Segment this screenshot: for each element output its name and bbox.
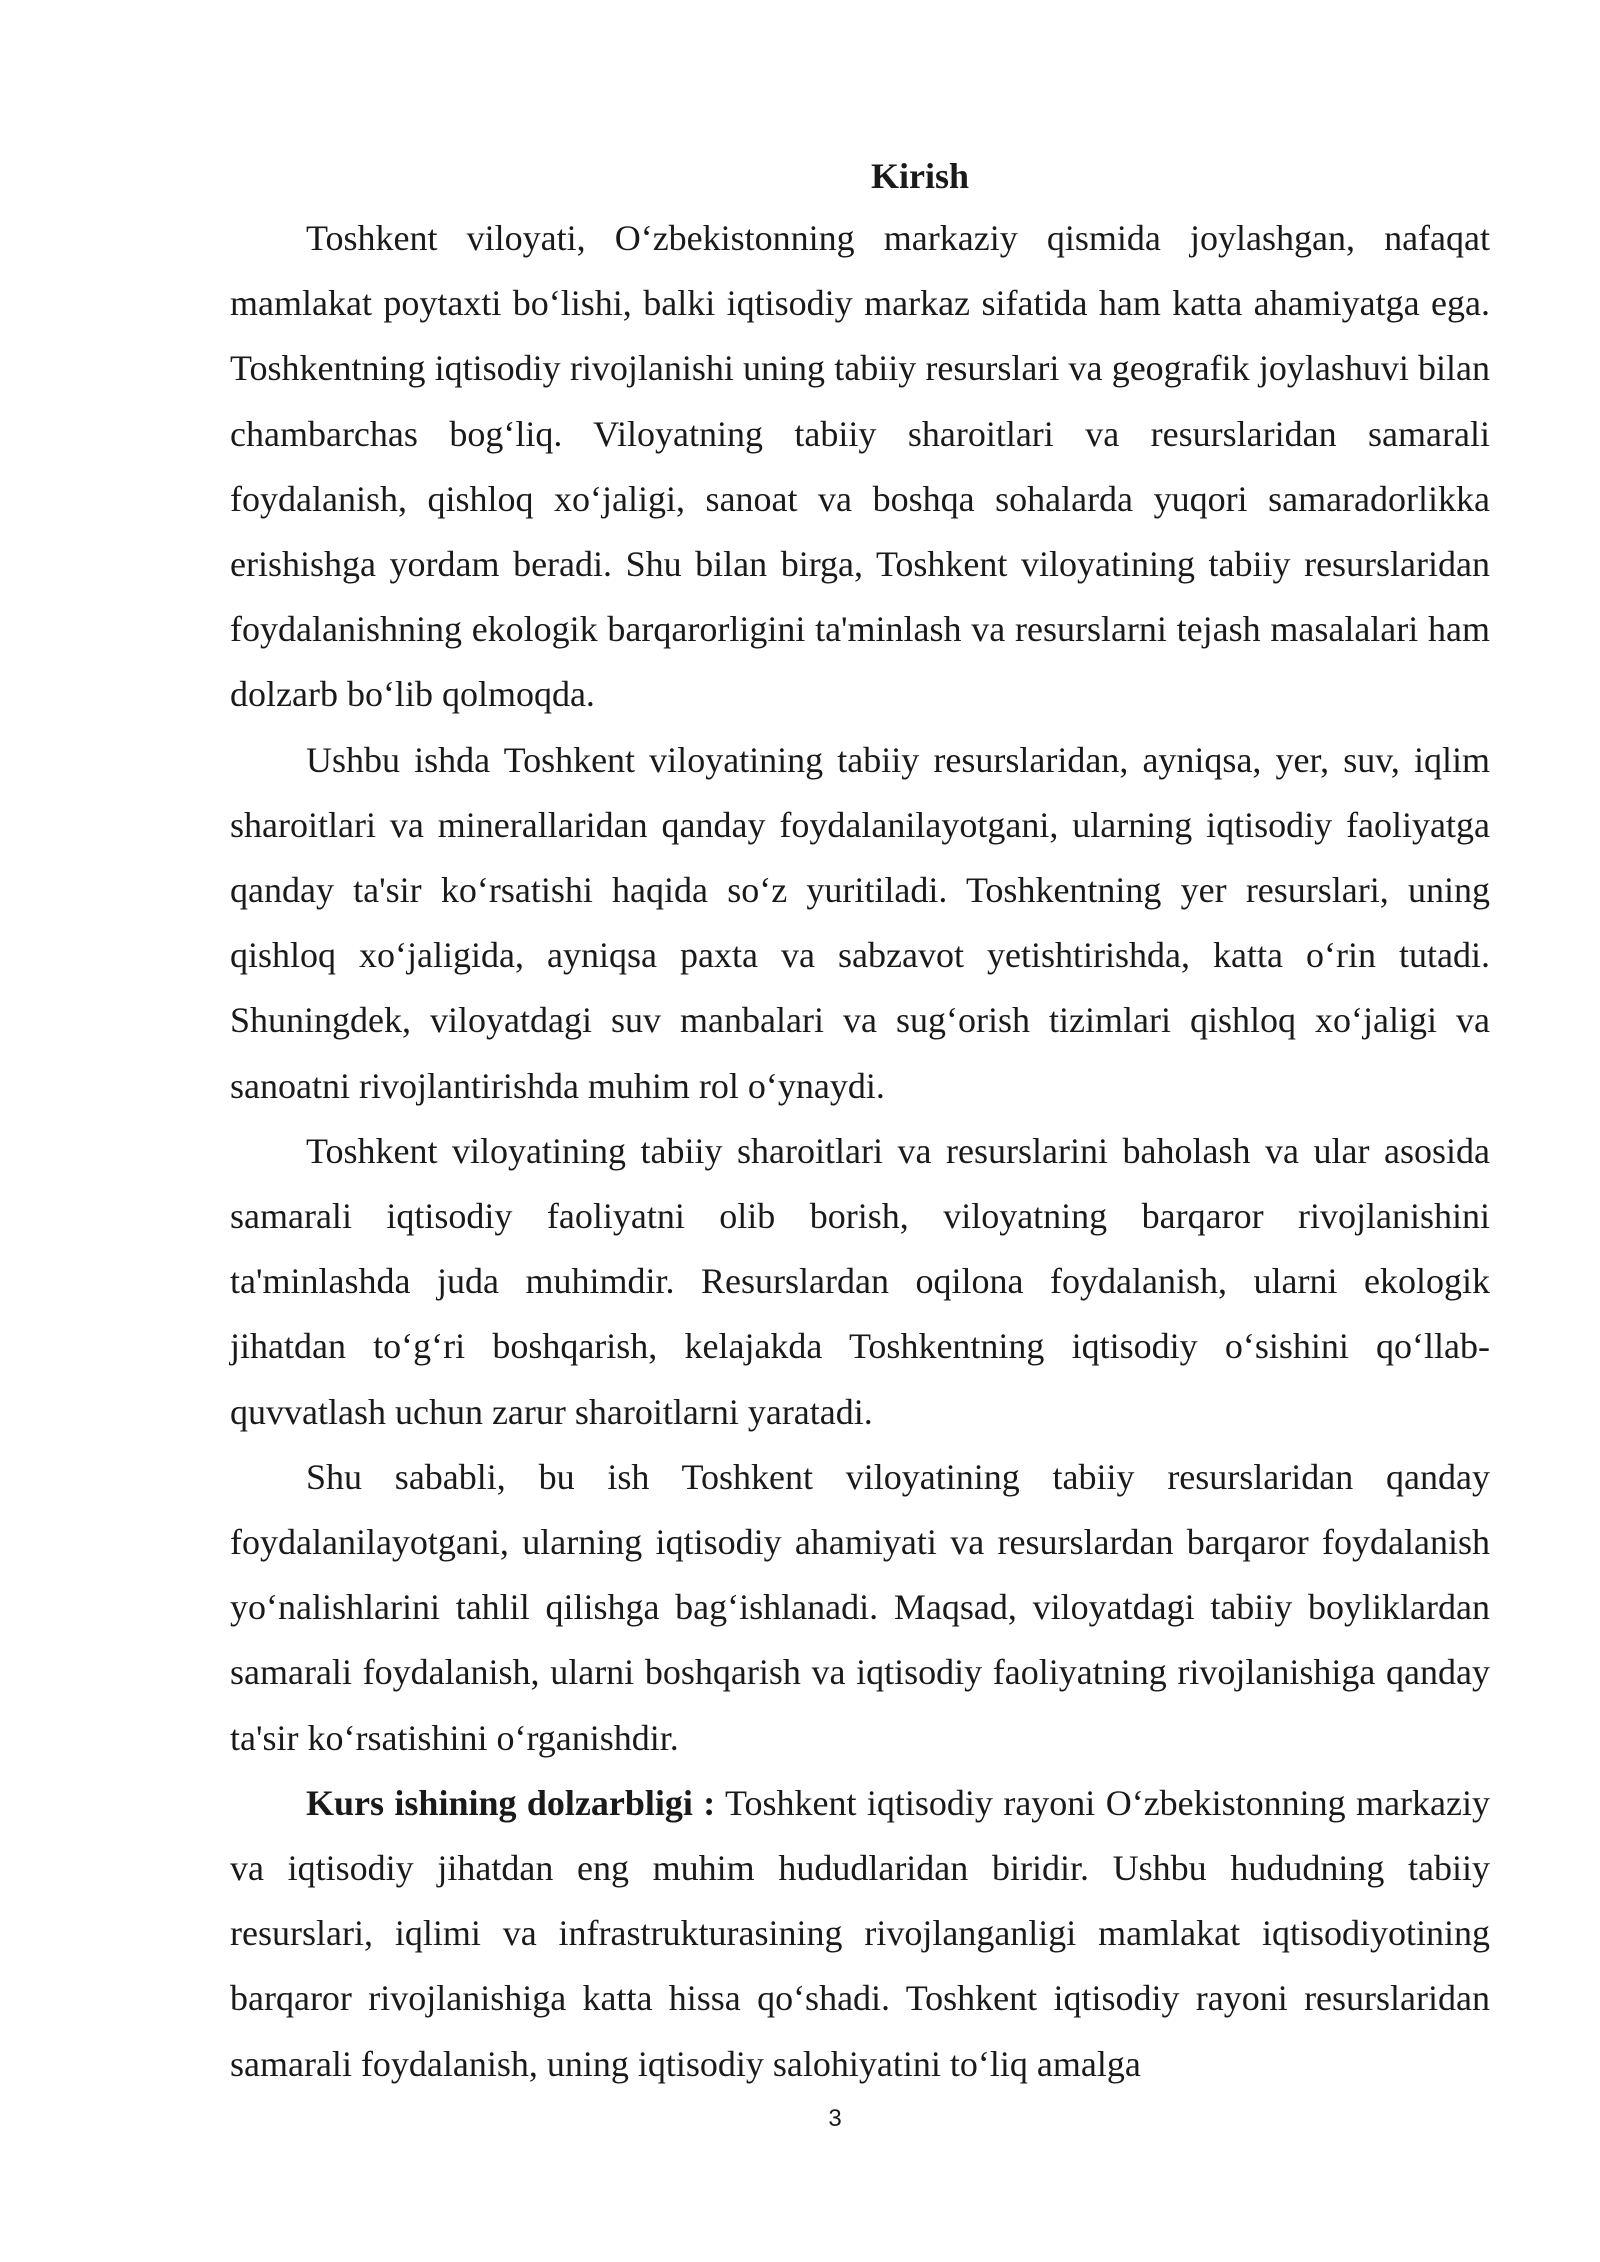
paragraph-4: Shu sababli, bu ish Toshkent viloyatining tabiiy resurslaridan qanday foydalanilayotgani, ularning iqtisodiy ahamiyati va resurslardan barqaror foydalanish yo‘nalishlarini tahlil qilishga bag‘ishlanadi. Maqsad, viloyatdagi tabiiy boyliklardan samarali foydalanish, ularni boshqarish va iqtisodiy faoliyatning rivojlanishiga qanday ta'sir ko‘rsatishini o‘rganishdir. (230, 1456, 1490, 1758)
paragraph-1: Toshkent viloyati, O‘zbekistonning markaziy qismida joylashgan, nafaqat mamlakat poytaxti bo‘lishi, balki iqtisodiy markaz sifatida ham katta ahamiyatga ega. Toshkentning iqtisodiy rivojlanishi uning tabiiy resurslari va geografik joylashuvi bilan chambarchas bog‘liq. Viloyatning tabiiy sharoitlari va resurslaridan samarali foydalanish, qishloq xo‘jaligi, sanoat va boshqa sohalarda yuqori samaradorlikka erishishga yordam beradi. Shu bilan birga, Toshkent viloyatining tabiiy resurslaridan foydalanishning ekologik barqarorligini ta'minlash va resurslarni tejash masalalari ham dolzarb bo‘lib qolmoqda. (230, 218, 1490, 715)
relevance-text: Toshkent iqtisodiy rayoni O‘zbekistonning markaziy va iqtisodiy jihatdan eng muhim hududlaridan biridir. Ushbu hududning tabiiy resurslari, iqlimi va infrastrukturasining rivojlanganligi mamlakat iqtisodiyotining barqaror rivojlanishiga katta hissa qo‘shadi. Toshkent iqtisodiy rayoni resurslaridan samarali foydalanish, uning iqtisodiy salohiyatini to‘liq amalga (230, 1782, 1490, 2084)
page-content (230, 146, 1490, 2097)
paragraph-2: Ushbu ishda Toshkent viloyatining tabiiy resurslaridan, ayniqsa, yer, suv, iqlim sharoitlari va minerallaridan qanday foydalanilayotgani, ularning iqtisodiy faoliyatga qanday ta'sir ko‘rsatishi haqida so‘z yuritiladi. Toshkentning yer resurslari, uning qishloq xo‘jaligida, ayniqsa paxta va sabzavot yetishtirishda, katta o‘rin tutadi. Shuningdek, viloyatdagi suv manbalari va sug‘orish tizimlari qishloq xo‘jaligi va sanoatni rivojlantirishda muhim rol o‘ynaydi. (230, 739, 1490, 1106)
page-number: 3 (828, 2105, 842, 2132)
relevance-heading: Kurs ishining dolzarbligi : (306, 1782, 716, 1823)
section-title: Kirish (870, 156, 969, 196)
relevance-paragraph (230, 1771, 1490, 2097)
paragraph-3: Toshkent viloyatining tabiiy sharoitlari va resurslarini baholash va ular asosida samarali iqtisodiy faoliyatni olib borish, viloyatning barqaror rivojlanishini ta'minlashda juda muhimdir. Resurslardan oqilona foydalanish, ularni ekologik jihatdan to‘g‘ri boshqarish, kelajakda Toshkentning iqtisodiy o‘sishini qo‘llab-quvvatlash uchun zarur sharoitlarni yaratadi. (230, 1130, 1490, 1432)
